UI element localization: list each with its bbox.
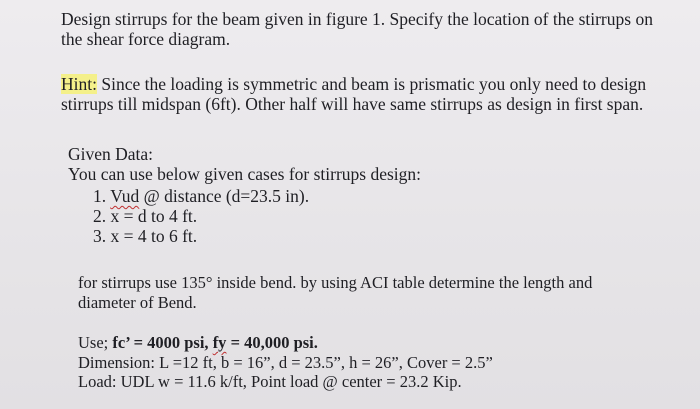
hint-label: Hint: (61, 74, 97, 94)
vud-term: Vud (110, 186, 140, 206)
hint-line-2: stirrups till midspan (6ft). Other half will have same stirrups as design in first span. (61, 94, 644, 114)
problem-statement (61, 9, 653, 49)
given-data-section (68, 144, 421, 184)
material-strengths (78, 333, 493, 353)
case-text: @ distance (d=23.5 in). (139, 186, 310, 206)
hint-paragraph (61, 74, 646, 114)
list-item (93, 226, 309, 246)
case-number: 3. (93, 226, 107, 246)
case-text: x = 4 to 6 ft. (106, 226, 198, 246)
fy-value: = 40,000 psi. (226, 333, 318, 352)
dimension-line: Dimension: L =12 ft, b = 16”, d = 23.5”, h = 26”, Cover = 2.5” (78, 352, 493, 372)
bend-line-1: for stirrups use 135° inside bend. by using ACI table determine the length and (78, 273, 593, 292)
fy-label: fy (212, 333, 227, 352)
load-line: Load: UDL w = 11.6 k/ft, Point load @ center = 23.2 Kip. (78, 372, 462, 391)
material-data (78, 333, 493, 392)
given-data-label: Given Data: (68, 144, 154, 164)
case-number: 1. (93, 186, 107, 206)
hint-line-1 (61, 74, 646, 94)
list-item (93, 206, 309, 226)
problem-statement-line-1: Design stirrups for the beam given in figure 1. Specify the location of the stirrups on (61, 9, 653, 29)
design-cases-list (93, 186, 309, 246)
bend-paragraph (78, 273, 592, 313)
problem-statement-line-2: the shear force diagram. (61, 29, 231, 49)
list-item (93, 186, 309, 206)
case-text: x = d to 4 ft. (106, 206, 198, 226)
fc-value: fc’ = 4000 psi, (112, 333, 209, 352)
given-data-intro: You can use below given cases for stirrups design: (68, 164, 422, 184)
hint-line-1-text: Since the loading is symmetric and beam is prismatic you only need to design (96, 74, 647, 94)
case-number: 2. (93, 206, 107, 226)
use-prefix: Use; (78, 333, 113, 352)
bend-line-2: diameter of Bend. (78, 293, 197, 312)
